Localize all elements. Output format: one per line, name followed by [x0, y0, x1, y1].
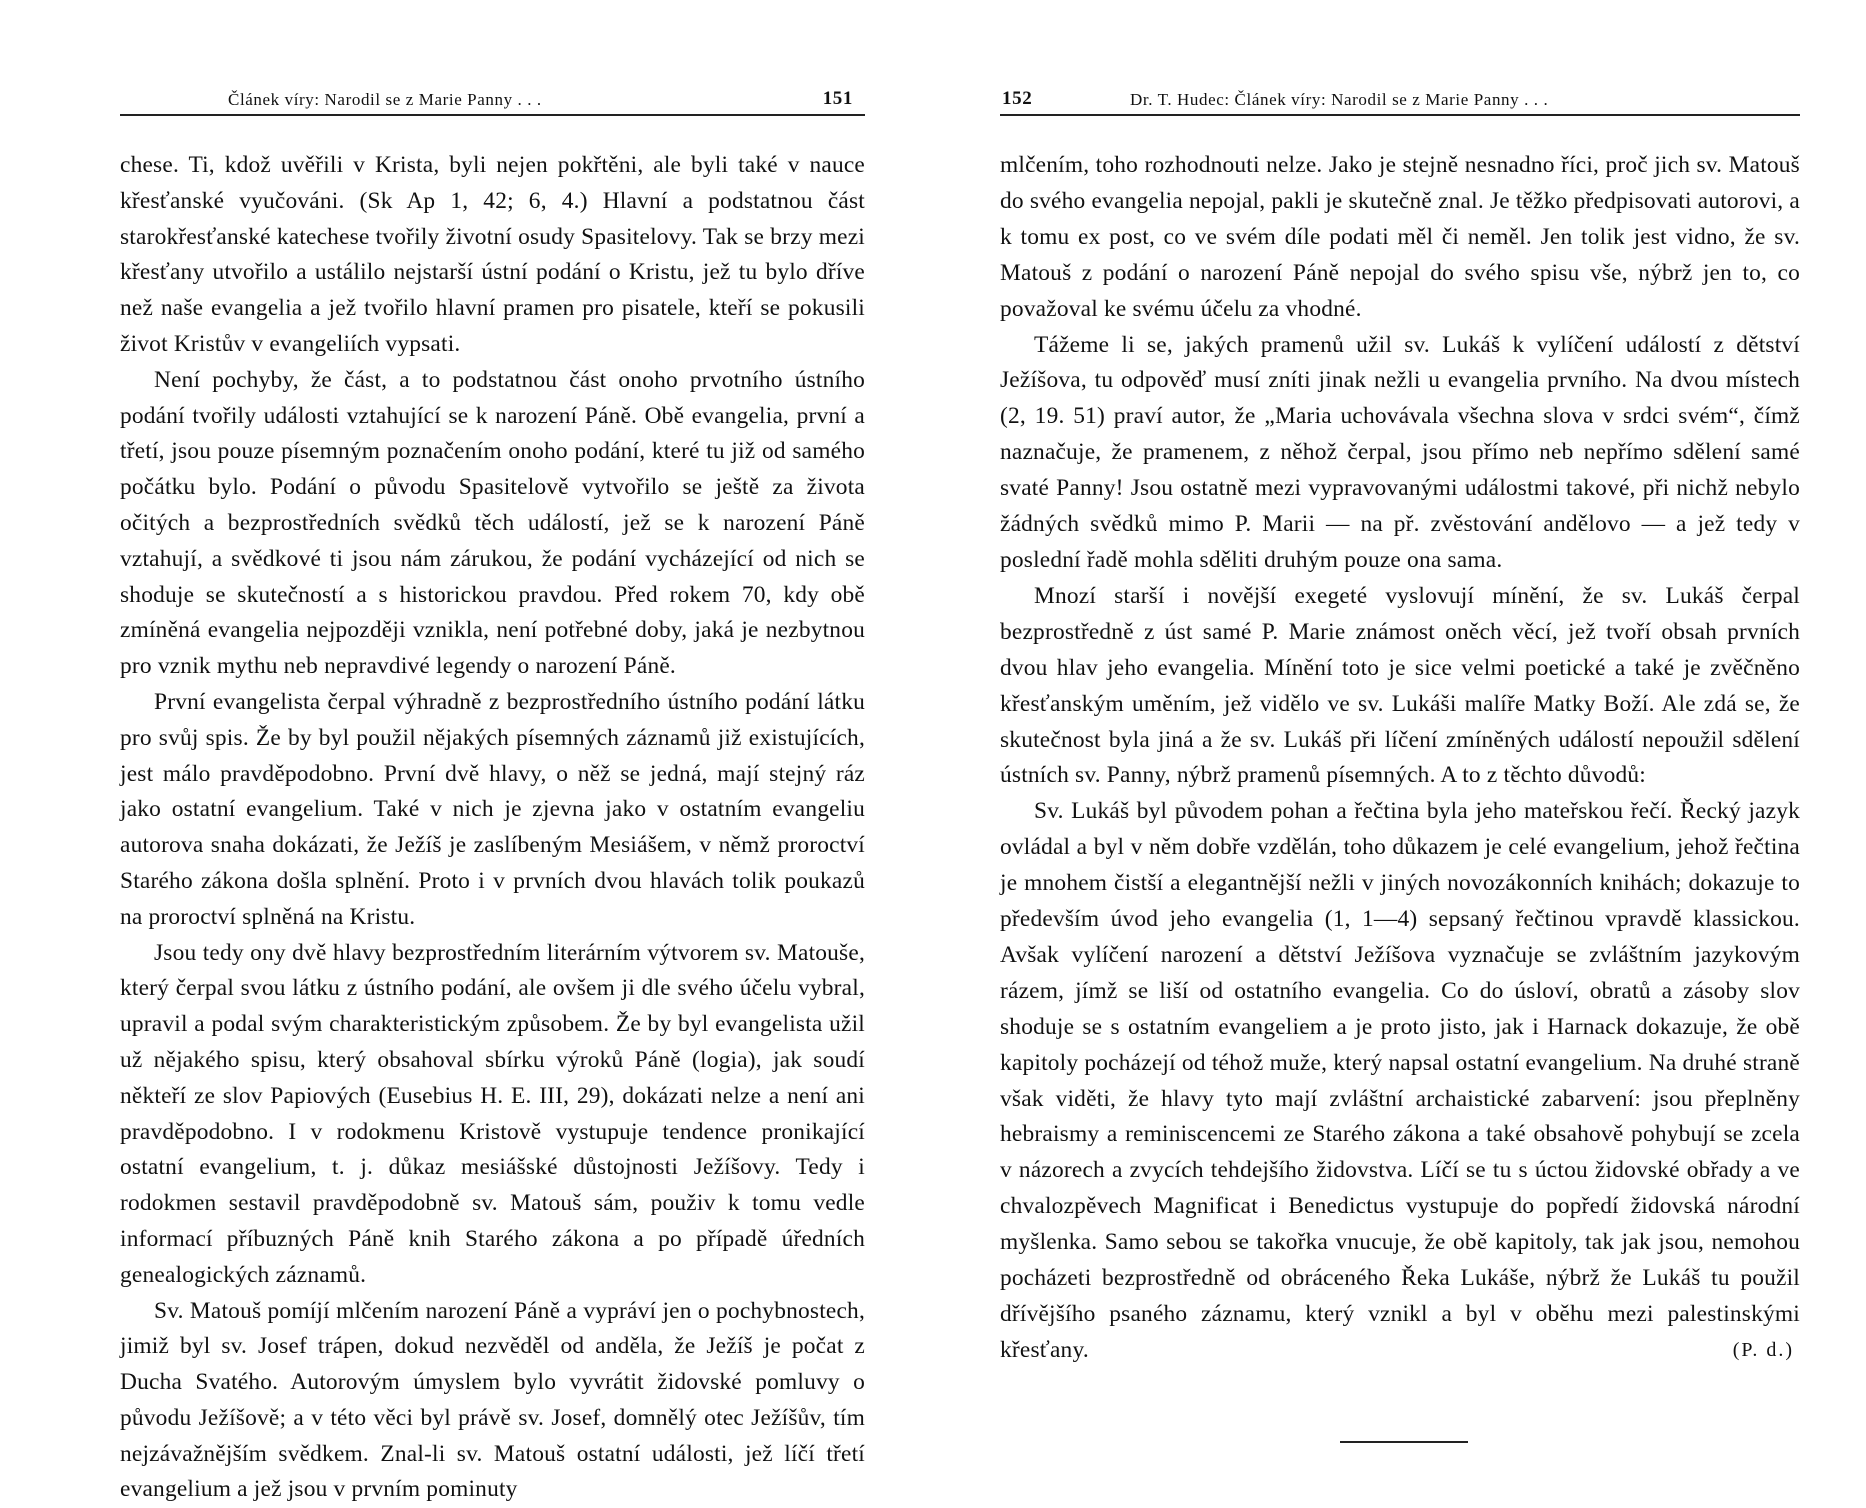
paragraph-text: Sv. Lukáš byl původem pohan a řečtina byla jeho mateřskou řečí. Řecký jazyk ovládal a byl v něm dobře vzdělán, toho důkazem je celé evangelium, jehož řečtina je mnohem čistší a elegantnější nežli v jiných novozákonních knihách; dokazuje to především úvod jeho evangelia (1, 1—4) sepsaný řečtinou vpravdě klassickou. Avšak vylíčení narození a dětství Ježíšova vyznačuje se zvláštním jazykovým rázem, jímž se liší od ostatního evangelia. Co do úsloví, obratů a zásoby slov shoduje se s ostatním evangeliem a je proto jisto, jak i Harnack dokazuje, že obě kapitoly pocházejí od téhož muže, který napsal ostatní evangelium. Na druhé straně však viděti, že hlavy tyto mají zvláštní archaistické zabarvení: jsou přeplněny hebraismy a reminiscencemi ze Starého zákona a také obsahově pohybují se zcela v názorech a zvycích tehdejšího židovstva. Líčí se tu s úctou židovské obřady a ve chvalozpěvech Magnificat i Benedictus vystupuje do popředí židovská národní myšlenka. Samo sebou se takořka vnucuje, že obě kapitoly, tak jak jsou, nemohou pocházeti bezprostředně od obráceného Řeka Lukáše, nýbrž že Lukáš tu použil dřívějšího psaného záznamu, který vznikl a byl v oběhu mezi palestinskými křesťany.: [1000, 798, 1800, 1363]
right-page: [1000, 0, 1800, 1501]
paragraph: Tážeme li se, jakých pramenů užil sv. Lukáš k vylíčení událostí z dětství Ježíšova, tu odpověď musí zníti jinak nežli u evangelia prvního. Na dvou místech (2, 19. 51) praví autor, že „Maria uchovávala všechna slova v srdci svém“, čímž naznačuje, že pramenem, z něhož čerpal, jsou přímo neb nepřímo sdělení samé svaté Panny! Jsou ostatně mezi vypravovanými událostmi takové, při nichž nebylo žádných svědků mimo P. Marii — na př. zvěstování andělovo — a jež tedy v poslední řadě mohla sděliti druhým pouze ona sama.: [1000, 328, 1800, 579]
page-number: 152: [1002, 88, 1032, 110]
page-body: [120, 148, 865, 1508]
paragraph: mlčením, toho rozhodnouti nelze. Jako je stejně nesnadno říci, proč jich sv. Matouš do svého evangelia nepojal, pakli je skutečně znal. Je těžko předpisovati autorovi, a k tomu ex post, co ve svém díle podati měl či neměl. Jen tolik jest vidno, že sv. Matouš z podání o narození Páně nepojal do svého spisu vše, nýbrž jen to, co považoval ke svému účelu za vhodné.: [1000, 148, 1800, 328]
paragraph: [1000, 794, 1800, 1369]
paragraph: Mnozí starší i novější exegeté vyslovují mínění, že sv. Lukáš čerpal bezprostředně z úst samé P. Marie známost oněch věcí, jež tvoří obsah prvních dvou hlav jeho evangelia. Mínění toto je sice velmi poetické a také je zvěčněno křesťanským uměním, jež vidělo ve sv. Lukáši malíře Matky Boží. Ale zdá se, že skutečnost byla jiná a že sv. Lukáš při líčení zmíněných událostí nepoužil sdělení ústních sv. Panny, nýbrž pramenů písemných. A to z těchto důvodů:: [1000, 579, 1800, 794]
continuation-note: (P. d.): [1699, 1333, 1794, 1369]
running-header: [120, 88, 865, 116]
left-page: [120, 0, 865, 1501]
page-number: 151: [823, 88, 853, 110]
end-rule: [1340, 1441, 1468, 1443]
paragraph: Jsou tedy ony dvě hlavy bezprostředním literárním výtvorem sv. Matouše, který čerpal svou látku z ústního podání, ale ovšem ji dle svého účelu vybral, upravil a podal svým charakteristickým způsobem. Že by byl evangelista užil už nějakého spisu, který obsahoval sbírku výroků Páně (logia), jak soudí někteří ze slov Papiových (Eusebius H. E. III, 29), dokázati nelze a není ani pravděpodobno. I v rodokmenu Kristově vystupuje tendence pronikající ostatní evangelium, t. j. důkaz mesiášské důstojnosti Ježíšovy. Tedy i rodokmen sestavil pravděpodobně sv. Matouš sám, použiv k tomu vedle informací příbuzných Páně knih Starého zákona a po případě úředních genealogických záznamů.: [120, 936, 865, 1294]
paragraph: První evangelista čerpal výhradně z bezprostředního ústního podání látku pro svůj spis. Že by byl použil nějakých písemných záznamů již existujících, jest málo pravděpodobno. První dvě hlavy, o něž se jedná, mají stejný ráz jako ostatní evangelium. Také v nich je zjevna jako v ostatním evangeliu autorova snaha dokázati, že Ježíš je zaslíbeným Mesiášem, v němž proroctví Starého zákona došla splnění. Proto i v prvních dvou hlavách tolik poukazů na proroctví splněná na Kristu.: [120, 685, 865, 936]
paragraph: Sv. Matouš pomíjí mlčením narození Páně a vypráví jen o pochybnostech, jimiž byl sv. Josef trápen, dokud nezvěděl od anděla, že Ježíš je počat z Ducha Svatého. Autorovým úmyslem bylo vyvrátit židovské pomluvy o původu Ježíšově; a v této věci byl právě sv. Josef, domnělý otec Ježíšův, tím nejzávažnějším svědkem. Znal-li sv. Matouš ostatní události, jež líčí třetí evangelium a jež jsou v prvním pominuty: [120, 1294, 865, 1508]
running-header: [1000, 88, 1800, 116]
page-body: [1000, 148, 1800, 1369]
paragraph: chese. Ti, kdož uvěřili v Krista, byli nejen pokřtěni, ale byli také v nauce křesťanské vyučováni. (Sk Ap 1, 42; 6, 4.) Hlavní a podstatnou část starokřesťanské katechese tvořily životní osudy Spasitelovy. Tak se brzy mezi křesťany utvořilo a ustálilo nejstarší ústní podání o Kristu, jež tu bylo dříve než naše evangelia a jež tvořilo hlavní pramen pro pisatele, kteří se pokusili život Kristův v evangeliích vypsati.: [120, 148, 865, 363]
header-title: Článek víry: Narodil se z Marie Panny . . .: [228, 90, 542, 110]
paragraph: Není pochyby, že část, a to podstatnou část onoho prvotního ústního podání tvořily události vztahující se k narození Páně. Obě evangelia, první a třetí, jsou pouze písemným poznačením onoho podání, které tu již od samého počátku bylo. Podání o původu Spasitelově vytvořilo se ještě za života očitých a bezprostředních svědků těch událostí, jež se k narození Páně vztahují, a svědkové ti jsou nám zárukou, že podání vycházející od nich se shoduje se skutečností a s historickou pravdou. Před rokem 70, kdy obě zmíněná evangelia nejpozději vznikla, není potřebné doby, jaká je nezbytnou pro vznik mythu neb nepravdivé legendy o narození Páně.: [120, 363, 865, 685]
header-title: Dr. T. Hudec: Článek víry: Narodil se z Marie Panny . . .: [1130, 90, 1548, 110]
